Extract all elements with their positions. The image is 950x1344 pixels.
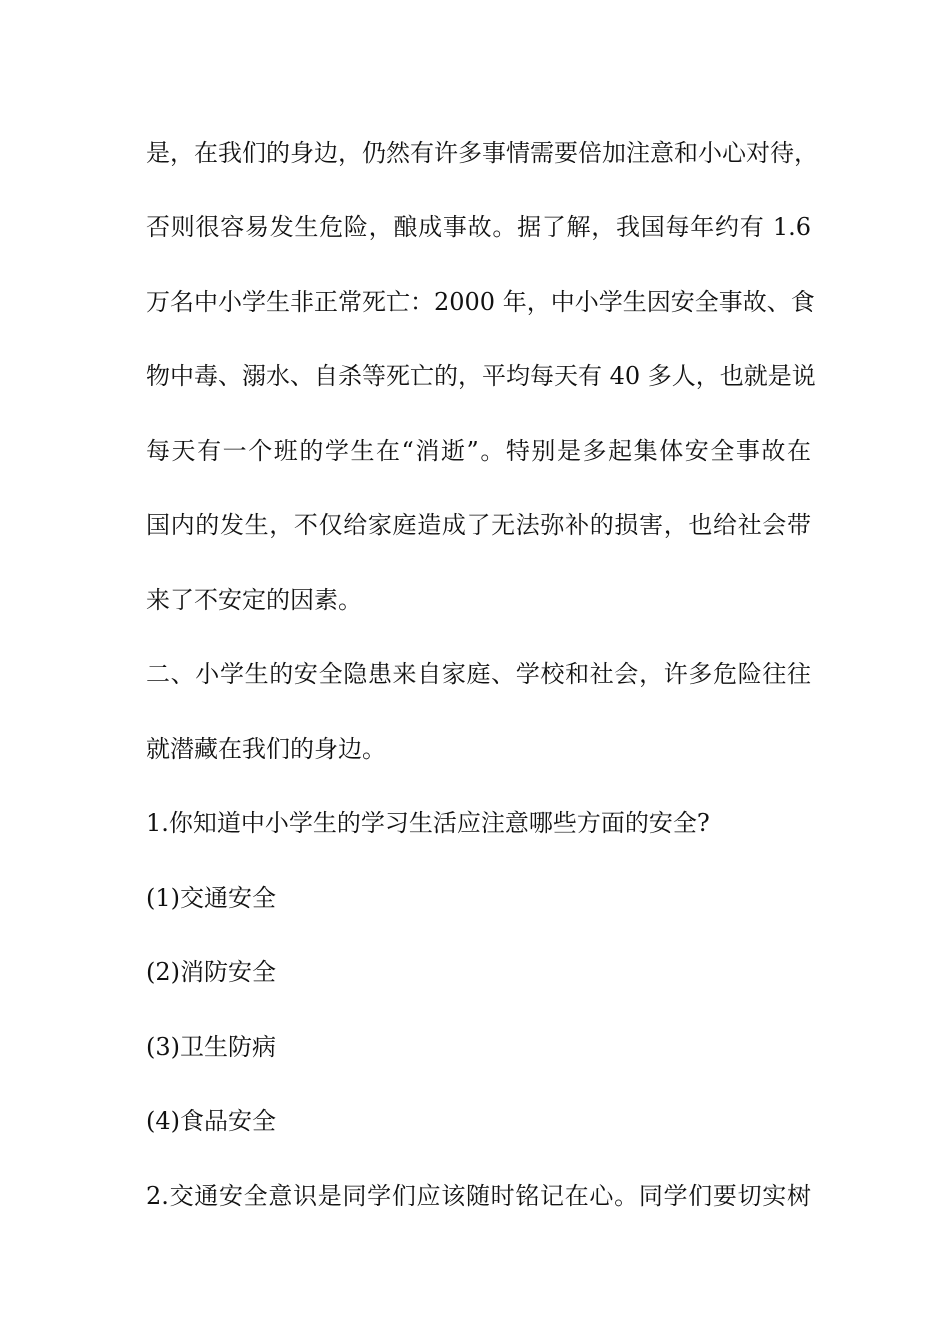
paragraph-line-7: 来了不安定的因素。 [146,586,362,614]
section-heading-line-1: 二、小学生的安全隐患来自家庭、学校和社会，许多危险往往 [146,660,811,688]
paragraph-line-1: 是，在我们的身边，仍然有许多事情需要倍加注意和小心对待， [146,139,818,167]
list-item-traffic-safety: (1)交通安全 [146,884,276,912]
question-item-2: 2.交通安全意识是同学们应该随时铭记在心。同学们要切实树 [146,1182,811,1210]
section-heading-line-2: 就潜藏在我们的身边。 [146,735,386,763]
list-item-food-safety: (4)食品安全 [146,1107,276,1135]
paragraph-line-6: 国内的发生，不仅给家庭造成了无法弥补的损害，也给社会带 [146,511,811,539]
paragraph-line-2: 否则很容易发生危险，酿成事故。据了解，我国每年约有 1.6 [146,213,811,241]
question-item-1: 1.你知道中小学生的学习生活应注意哪些方面的安全? [146,809,710,837]
paragraph-line-3: 万名中小学生非正常死亡：2000 年，中小学生因安全事故、食 [146,288,815,316]
list-item-fire-safety: (2)消防安全 [146,958,276,986]
list-item-disease-prevention: (3)卫生防病 [146,1033,276,1061]
paragraph-line-5: 每天有一个班的学生在“消逝”。特别是多起集体安全事故在 [146,437,811,465]
paragraph-line-4: 物中毒、溺水、自杀等死亡的，平均每天有 40 多人，也就是说 [146,362,816,390]
